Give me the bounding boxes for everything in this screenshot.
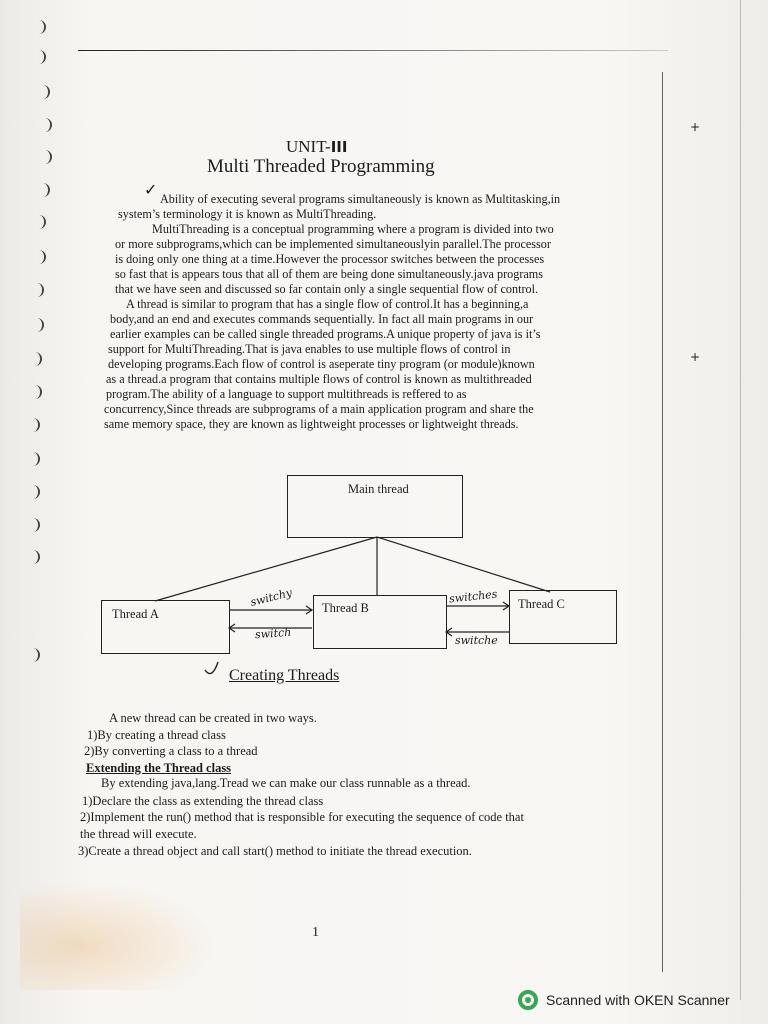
handwritten-switch-label: switchy (249, 586, 294, 609)
section-step: By extending java,lang.Tread we can make our class runnable as a thread. (101, 776, 471, 790)
handwritten-switch-label: switch (254, 625, 292, 642)
paragraph-line: so fast that is appears tous that all of them are being done simultaneously.java programs (115, 267, 544, 281)
section-line: 2)By converting a class to a thread (84, 744, 258, 758)
unit-label: UNIT- (286, 137, 331, 156)
thread-a-box (101, 600, 230, 654)
margin-mark: + (690, 120, 701, 134)
section-step: 3)Create a thread object and call start() method to initiate the thread execution. (78, 844, 472, 858)
paragraph-line: MultiThreading is a conceptual programming where a program is divided into two (152, 222, 554, 236)
unit-number-handwritten: III (330, 138, 348, 156)
page-title: Multi Threaded Programming (207, 156, 435, 177)
paragraph-line: developing programs.Each flow of control is aseperate tiny program (or module)known (108, 357, 535, 371)
paragraph-line: earlier examples can be called single threaded programs.A unique property of java is it’s (110, 327, 541, 341)
paragraph-line: system’s terminology it is known as MultiThreading. (118, 207, 377, 221)
section-step: 1)Declare the class as extending the thread class (82, 794, 324, 808)
section-step: the thread will execute. (80, 827, 197, 841)
paragraph-line: body,and an end and executes commands sequentially. In fact all main programs in our (110, 312, 534, 326)
scanner-text: Scanned with OKEN Scanner (546, 992, 730, 1008)
creating-threads-heading: Creating Threads (229, 667, 340, 684)
thread-c-box (509, 590, 617, 644)
section-line: 1)By creating a thread class (87, 728, 226, 742)
extending-thread-heading: Extending the Thread class (86, 761, 232, 775)
handwritten-switch-label: switches (448, 587, 498, 606)
paragraph-line: that we have seen and discussed so far contain only a single sequential flow of control. (115, 282, 539, 296)
handwritten-check-mark (205, 662, 218, 674)
paragraph-line: is doing only one thing at a time.However the processor switches between the processes (115, 252, 545, 266)
thread-c-label: Thread C (518, 597, 565, 611)
main-thread-box (287, 475, 463, 538)
handwritten-check-icon: ✓ (144, 180, 158, 199)
page-number: 1 (312, 925, 319, 940)
connector-main-to-c (377, 537, 550, 592)
scanner-watermark (518, 990, 730, 1010)
paragraph-line: support for MultiThreading.That is java enables to use multiple flows of control in (108, 342, 511, 356)
handwritten-switch-label: switche (455, 634, 498, 647)
thread-b-label: Thread B (322, 601, 369, 615)
paragraph-line: as a thread.a program that contains multiple flows of control is known as multithreaded (106, 372, 532, 386)
main-thread-label: Main thread (348, 482, 409, 496)
section-line: A new thread can be created in two ways. (109, 711, 317, 725)
paragraph-line: Ability of executing several programs simultaneously is known as Multitasking,in (160, 192, 561, 206)
thread-b-box (313, 595, 447, 649)
paragraph-line: A thread is similar to program that has a single flow of control.It has a beginning,a (126, 297, 529, 311)
paragraph-line: or more subprograms,which can be implemented simultaneouslyin parallel.The processor (115, 237, 551, 251)
paragraph-line: concurrency,Since threads are subprograms of a main application program and share the (104, 402, 534, 416)
oken-logo-icon (518, 990, 538, 1010)
margin-mark: + (690, 350, 701, 364)
paragraph-line: program.The ability of a language to support multithreads is reffered to as (106, 387, 467, 401)
section-step: 2)Implement the run() method that is responsible for executing the sequence of code that (80, 810, 524, 824)
paragraph-line: same memory space, they are known as lightweight processes or lightweight threads. (104, 417, 519, 431)
thread-a-label: Thread A (112, 607, 159, 621)
